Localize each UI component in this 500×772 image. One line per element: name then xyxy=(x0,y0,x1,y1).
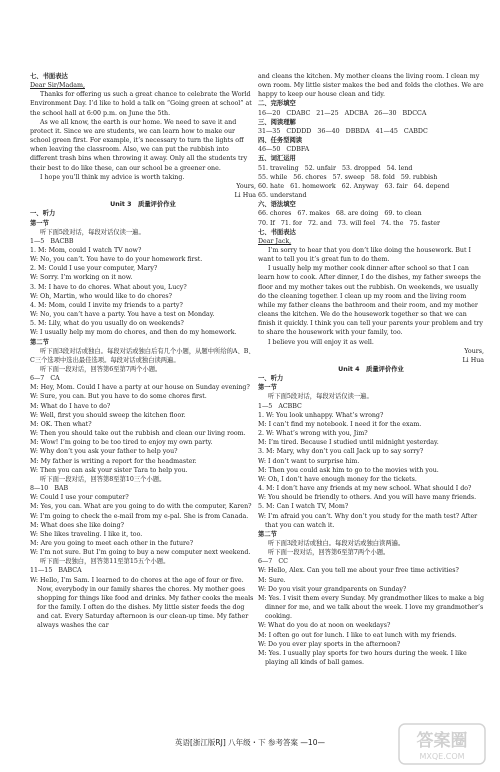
right-line: W: Oh, I don’t have enough money for the tickets. xyxy=(258,475,417,483)
left-line: W: Oh, Martin, who would like to do chores? xyxy=(30,292,173,300)
left-line: 一、听力 xyxy=(30,210,56,218)
left-line: W: Hello, I’m Sam. I learned to do chores at the age of four or five. Now, everybody in our family shares the chores. My mother goes shopping for things like food and drinks. My father cooks the meals for the family. I often do the dishes. My little sister feeds the dog and cat. Every Saturday afternoon is our clean-up time. My father always washes the car xyxy=(30,576,256,630)
right-column xyxy=(258,72,484,667)
left-line: 3. M: I have to do chores. What about you, Lucy? xyxy=(30,283,187,291)
left-line: I hope you’ll think my advice is worth taking. xyxy=(40,173,185,181)
right-line: W: What do you do at noon on weekdays? xyxy=(258,622,391,630)
left-line: M: What do I have to do? xyxy=(30,402,111,410)
page-footer: 英语[浙江版RJ] 八年级・下 参考答案 —10— xyxy=(175,738,325,747)
left-line: 听下面一段独白，回答第11至第15五个小题。 xyxy=(40,558,170,566)
left-line: Thanks for offering us such a great chance to celebrate the World Environment Day. I’d like to hold a talk on “Going green at school” at the school hall at 6:00 p.m. on June the 5th. xyxy=(30,91,254,117)
watermark-url: MXQE.COM xyxy=(419,752,465,761)
left-line: 听下面5段对话，每段对话仅读一遍。 xyxy=(40,228,145,236)
left-line: 1. M: Mom, could I watch TV now? xyxy=(30,246,142,254)
left-line: M: Wow! I’m going to be too tired to enjoy my own party. xyxy=(30,439,213,447)
watermark-logo xyxy=(398,722,486,766)
right-line: W: You should be friendly to others. And you will have many friends. xyxy=(258,494,477,502)
left-line: W: She likes traveling. I like it, too. xyxy=(30,530,143,538)
right-line: 66. chores 67. makes 68. are doing 69. to clean xyxy=(258,210,422,218)
left-line: W: Why don’t you ask your father to help you? xyxy=(30,448,178,456)
right-line: Unit 4 质量评价作业 xyxy=(338,366,404,373)
left-line: 8—10 BAB xyxy=(30,485,69,493)
left-line: M: What does she like doing? xyxy=(30,521,125,529)
left-line: W: Well, first you should sweep the kitchen floor. xyxy=(30,411,186,419)
left-line: 11—15 BABCA xyxy=(30,567,82,575)
left-line: As we all know, the earth is our home. We need to save it and protect it. Since we are students, we can learn how to make our school green first. For example, it’s necessary to turn the lights off when leaving the classroom. Also, we can put the rubbish into different trash bins when throwing it away. Only all the students try their best to do like these, can our school be a greener one. xyxy=(30,118,250,172)
right-line: W: Do you ever play sports in the afternoon? xyxy=(258,640,401,648)
left-line: M: My father is writing a report for the headmaster. xyxy=(30,457,197,465)
right-line: 听下面一段对话，回答第6至第7两个小题。 xyxy=(268,549,390,557)
left-line: Unit 3 质量评价作业 xyxy=(110,201,176,209)
right-line: 四、任务型阅读 xyxy=(258,137,303,145)
right-line: 4. M: I don’t have any friends at my new school. What should I do? xyxy=(258,485,472,493)
right-line: 第一节 xyxy=(258,384,277,392)
right-line: 2. W: What’s wrong with you, Jim? xyxy=(258,430,368,438)
left-line: 听下面一段对话，回答第8至第10三个小题。 xyxy=(40,475,166,483)
left-line: W: No, you can’t have a party. You have a test on Monday. xyxy=(30,311,215,319)
left-column xyxy=(30,72,256,631)
right-line: M: Then you could ask him to go to the movies with you. xyxy=(258,466,439,474)
right-line: I’m sorry to hear that you don’t like doing the housework. But I want to tell you it’s great fun to do them. xyxy=(258,246,474,264)
left-line: W: Sorry. I’m working on it now. xyxy=(30,274,133,282)
left-line: 七、书面表达 xyxy=(30,73,68,80)
right-line: 听下面5段对话，每段对话仅读一遍。 xyxy=(268,393,373,401)
left-line: Yours, xyxy=(236,182,256,190)
left-line: W: Sure, you can. But you have to do some chores first. xyxy=(30,393,207,401)
right-line: 55. while 56. chores 57. sweep 58. fold 59. rubbish xyxy=(258,173,438,181)
right-line: 1. W: You look unhappy. What’s wrong? xyxy=(258,411,384,419)
right-line: I usually help my mother cook dinner after school so that I can learn how to cook. After dinner, I do the dishes, my father sweeps the floor and my mother takes out the rubbish. On weekends, we usually do the cleaning together. I clean up my room and the living room while my father cleans the bathroom and their room, and my mother cleans the kitchen. We do the housework together so that we can finish it quickly. I think you can tell your parents your problem and try to share the housework with your family, too. xyxy=(258,265,485,337)
right-line: M: Yes. I visit them every Sunday. My grandmother likes to make a big dinner for me, and we talk about the week. I love my grandmother’s cooking. xyxy=(258,594,486,621)
left-line: M: Yes, you can. What are you going to do with the computer, Karen? xyxy=(30,503,252,511)
right-line: and cleans the kitchen. My mother cleans the living room. I clean my own room. My little sister makes the bed and folds the clothes. We are happy to keep our house clean and tidy. xyxy=(258,73,486,99)
left-line: W: I’m not sure. But I’m going to buy a new computer next weekend. xyxy=(30,549,251,557)
right-line: 60. hate 61. homework 62. Anyway 63. fair 64. depend xyxy=(258,182,450,190)
right-line: 3. M: Mary, why don’t you call Jack up to say sorry? xyxy=(258,448,424,456)
right-line: Dear Jack, xyxy=(258,237,292,245)
right-line: 七、书面表达 xyxy=(258,228,296,236)
right-line: 三、阅读理解 xyxy=(258,118,296,126)
left-line: 第二节 xyxy=(30,338,49,346)
left-line: 第一节 xyxy=(30,219,49,227)
right-line: W: I don’t want to surprise him. xyxy=(258,457,360,465)
left-line: Dear Sir/Madam, xyxy=(30,82,85,90)
left-line: 5. M: Lily, what do you usually do on weekends? xyxy=(30,320,184,328)
right-line: W: Hello, Alex. Can you tell me about your free time activities? xyxy=(258,567,459,575)
right-line: M: I can’t find my notebook. I need it for the exam. xyxy=(258,420,422,428)
right-line: M: Yes. I usually play sports for two hours during the week. I like playing all kinds of ball games. xyxy=(258,649,469,666)
right-line: 五、词汇运用 xyxy=(258,155,296,163)
left-line: W: No, you can’t. You have to do your homework first. xyxy=(30,256,203,264)
right-line: 六、语法填空 xyxy=(258,201,296,209)
left-line: W: I usually help my mom do chores, and then do my homework. xyxy=(30,329,237,337)
left-line: 听下面3段对话或独白。每段对话或独白后有几个小题，从题中所给的A、B、C三个选项中选出最佳选项。每段对话或独白读两遍。 xyxy=(30,347,255,364)
right-line: 16—20 CDABC 21—25 ADCBA 26—30 BDCCA xyxy=(258,109,427,117)
left-line: 4. M: Mom, could I invite my friends to a party? xyxy=(30,301,183,309)
left-line: Li Hua xyxy=(234,192,256,200)
right-line: W: Do you visit your grandparents on Sunday? xyxy=(258,585,407,593)
right-line: I believe you will enjoy it as well. xyxy=(268,338,374,346)
right-line: 65. understand xyxy=(258,192,307,200)
left-line: M: OK. Then what? xyxy=(30,420,92,428)
right-line: 一、听力 xyxy=(258,375,284,383)
right-line: M: Sure. xyxy=(258,576,286,584)
right-line: 6—7 CC xyxy=(258,558,288,566)
right-line: 听下面3段对话或独白。每段对话或独白读两遍。 xyxy=(268,539,405,547)
left-line: 2. M: Could I use your computer, Mary? xyxy=(30,265,158,273)
left-line: W: Could I use your computer? xyxy=(30,494,129,502)
left-line: M: Hey, Mom. Could I have a party at our house on Sunday evening? xyxy=(30,384,250,392)
right-line: 1—5 ACBBC xyxy=(258,402,302,410)
left-line: 1—5 BACBB xyxy=(30,237,74,245)
left-line: W: I’m going to check the e-mail from my e-pal. She is from Canada. xyxy=(30,512,249,520)
right-line: 第二节 xyxy=(258,530,277,538)
right-line: W: I’m afraid you can’t. Why don’t you study for the math test? After that you can watch it. xyxy=(258,512,480,529)
right-line: M: I’m tired. Because I studied until midnight yesterday. xyxy=(258,439,439,447)
left-line: M: Are you going to meet each other in the future? xyxy=(30,539,194,547)
left-line: 6—7 CA xyxy=(30,375,60,383)
right-line: 5. M: Can I watch TV, Mom? xyxy=(258,503,349,511)
right-line: M: I often go out for lunch. I like to eat lunch with my friends. xyxy=(258,631,457,639)
right-line: 46—50 CDBFA xyxy=(258,146,310,154)
right-line: 70. If 71. for 72. and 73. will feel 74. the 75. faster xyxy=(258,219,441,227)
right-line: Li Hua xyxy=(462,356,484,364)
right-line: 51. traveling 52. unfair 53. dropped 54. lend xyxy=(258,164,413,172)
watermark-text: 答案圈 xyxy=(416,731,468,751)
right-line: 31—35 CDDDD 36—40 DBBDA 41—45 CABDC xyxy=(258,127,428,135)
left-line: 听下面一段对话，回答第6至第7两个小题。 xyxy=(40,366,162,373)
left-line: W: Then you should take out the rubbish and clean our living room. xyxy=(30,430,246,438)
right-line: 二、完形填空 xyxy=(258,100,296,108)
left-line: W: Then you can ask your sister Tara to help you. xyxy=(30,466,188,474)
right-line: Yours, xyxy=(464,347,484,355)
